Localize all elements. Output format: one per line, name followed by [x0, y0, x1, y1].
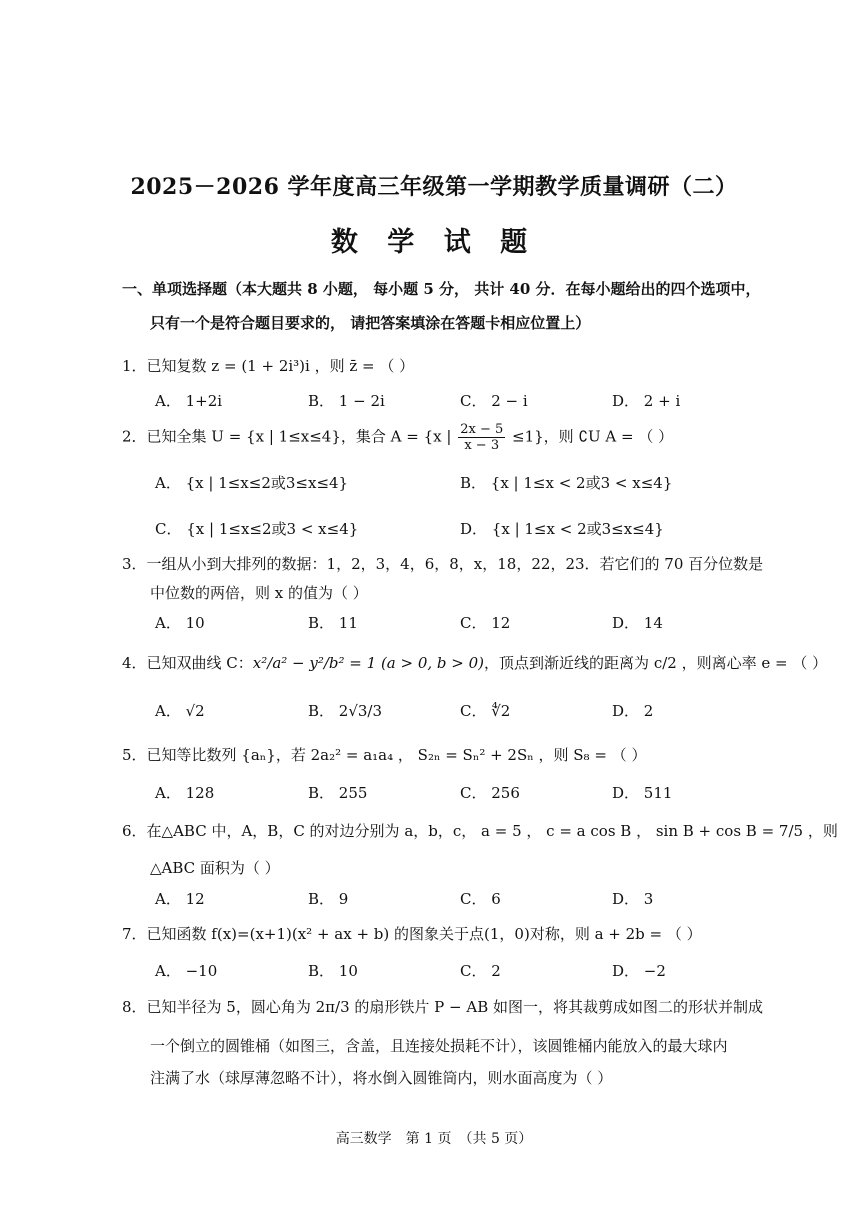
q2-option-a: A． {x | 1≤x≤2或3≤x≤4} — [155, 474, 349, 492]
q1-option-b: B． 1 − 2i — [308, 392, 385, 410]
q2-stem-post: ≤1}，则 ∁U A = （ ） — [512, 427, 674, 446]
q1-option-c: C． 2 − i — [460, 392, 528, 410]
question-4-stem — [122, 652, 827, 673]
q6-option-b: B． 9 — [308, 890, 349, 908]
q2-frac-num: 2x − 5 — [460, 422, 504, 437]
q6-option-c: C． 6 — [460, 890, 501, 908]
question-7-stem: 7．已知函数 f(x)=(x+1)(x² + ax + b) 的图象关于点(1，0)对称，则 a + 2b = （ ） — [122, 925, 702, 943]
q4-option-c: C． ∜2 — [460, 702, 511, 720]
q5-option-b: B． 255 — [308, 784, 368, 802]
section-heading-line2: 只有一个是符合题目要求的， 请把答案填涂在答题卡相应位置上） — [150, 314, 591, 332]
q2-option-b: B． {x | 1≤x < 2或3 < x≤4} — [460, 474, 673, 492]
q3-option-c: C． 12 — [460, 614, 511, 632]
q7-option-c: C． 2 — [460, 962, 501, 980]
q2-frac-den: x − 3 — [464, 438, 500, 453]
question-8-stem-1: 8．已知半径为 5，圆心角为 2π/3 的扇形铁片 P − AB 如图一，将其裁剪成如图二的形状并制成 — [122, 998, 763, 1016]
question-3-stem-1: 3．一组从小到大排列的数据：1，2，3，4，6，8，x，18，22，23．若它们的 70 百分位数是 — [122, 555, 764, 573]
q4-option-a: A． √2 — [155, 702, 205, 720]
question-6-stem-1: 6．在△ABC 中，A，B，C 的对边分别为 a，b，c， a = 5 ， c = a cos B ， sin B + cos B = 7/5 ，则 — [122, 822, 838, 840]
q3-option-d: D． 14 — [612, 614, 663, 632]
question-5-stem: 5．已知等比数列 {aₙ}，若 2a₂² = a₁a₄ ， S₂ₙ = Sₙ² + 2Sₙ ，则 S₈ = （ ） — [122, 746, 647, 764]
question-6-stem-2: △ABC 面积为（ ） — [150, 859, 280, 877]
question-8-stem-3: 注满了水（球厚薄忽略不计），将水倒入圆锥筒内，则水面高度为（ ） — [150, 1069, 613, 1087]
q4-stem-pre: 4．已知双曲线 C： — [122, 654, 253, 672]
q2-option-d: D． {x | 1≤x < 2或3≤x≤4} — [460, 520, 664, 538]
q4-option-b: B． 2√3/3 — [308, 702, 383, 720]
q4-option-d: D． 2 — [612, 702, 654, 720]
q5-option-d: D． 511 — [612, 784, 673, 802]
q1-option-a: A． 1+2i — [155, 392, 223, 410]
question-1-stem: 1．已知复数 z = (1 + 2i³)i ，则 z̄ = （ ） — [122, 357, 415, 375]
exam-subtitle: 数 学 试 题 — [330, 227, 538, 258]
q3-option-b: B． 11 — [308, 614, 358, 632]
q5-option-a: A． 128 — [155, 784, 215, 802]
q2-option-c: C． {x | 1≤x≤2或3 < x≤4} — [155, 520, 359, 538]
q6-option-a: A． 12 — [155, 890, 205, 908]
q4-stem-post: ，顶点到渐近线的距离为 c/2 ，则离心率 e = （ ） — [484, 654, 828, 672]
q2-fraction — [458, 422, 505, 453]
exam-title: 2025－2026 学年度高三年级第一学期教学质量调研（二） — [130, 174, 738, 200]
q7-option-b: B． 10 — [308, 962, 358, 980]
q7-option-a: A． −10 — [155, 962, 218, 980]
q3-option-a: A． 10 — [155, 614, 205, 632]
q7-option-d: D． −2 — [612, 962, 666, 980]
section-heading: 一、单项选择题（本大题共 8 小题， 每小题 5 分， 共计 40 分．在每小题给出的四个选项中， — [122, 280, 761, 298]
question-2-stem — [122, 422, 673, 453]
q2-stem-pre: 2．已知全集 U = {x | 1≤x≤4}，集合 A = {x | — [122, 427, 452, 446]
question-3-stem-2: 中位数的两倍，则 x 的值为（ ） — [150, 584, 368, 602]
q5-option-c: C． 256 — [460, 784, 520, 802]
page-footer: 高三数学 第 1 页 （共 5 页） — [335, 1131, 533, 1147]
q1-option-d: D． 2 + i — [612, 392, 681, 410]
q4-stem-equation: x²/a² − y²/b² = 1 (a > 0, b > 0) — [252, 654, 485, 672]
q6-option-d: D． 3 — [612, 890, 654, 908]
question-8-stem-2: 一个倒立的圆锥桶（如图三，含盖，且连接处损耗不计），该圆锥桶内能放入的最大球内 — [150, 1037, 728, 1055]
